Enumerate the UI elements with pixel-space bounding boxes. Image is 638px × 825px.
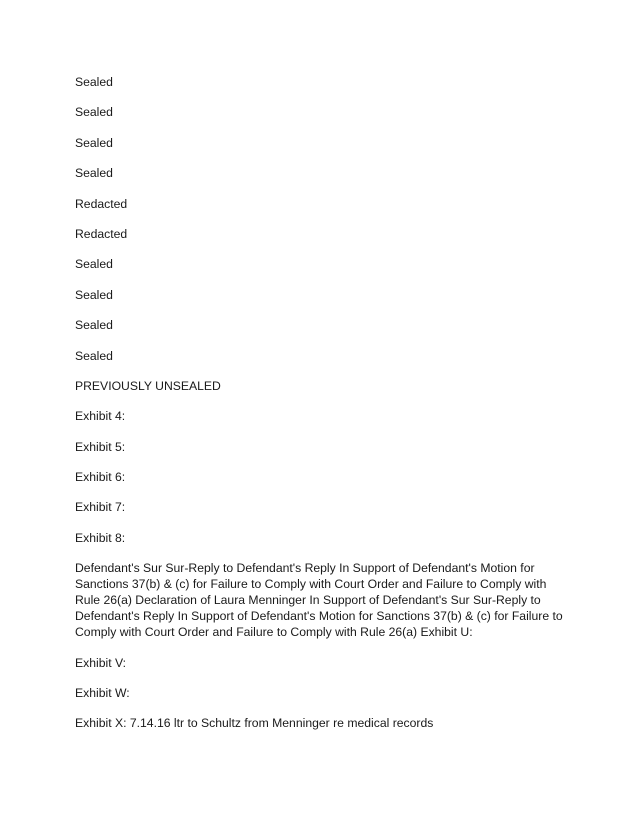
section-heading: PREVIOUSLY UNSEALED — [75, 378, 221, 393]
status-line: Sealed — [75, 318, 113, 333]
exhibit-line: Exhibit 6: — [75, 470, 126, 485]
status-line: Sealed — [75, 257, 113, 272]
exhibit-line: Exhibit W: — [75, 686, 130, 701]
status-line: Sealed — [75, 348, 113, 363]
status-line: Sealed — [75, 287, 113, 302]
status-line: Sealed — [75, 166, 113, 181]
exhibit-line: Exhibit 8: — [75, 530, 126, 545]
status-line: Sealed — [75, 105, 113, 120]
exhibit-line: Exhibit 4: — [75, 409, 126, 424]
exhibit-line: Exhibit 5: — [75, 439, 126, 454]
status-line: Sealed — [75, 75, 113, 89]
filing-description-paragraph: Defendant's Sur Sur-Reply to Defendant's Reply In Support of Defendant's Motion for Sanctions 37(b) & (c) for Failure to Comply with Court Order and Failure to Comply with Rule 26(a) Declaration of Laura Menninger In Support of Defendant's Sur Sur-Reply to Defendant's Reply In Support of Defendant's Motion for Sanctions 37(b) & (c) for Failure to Comply with Court Order and Failure to Comply with Rule 26(a) Exhibit U: — [75, 561, 563, 640]
status-line: Sealed — [75, 135, 113, 150]
document-body — [75, 74, 570, 746]
exhibit-line: Exhibit 7: — [75, 500, 126, 515]
status-line: Redacted — [75, 196, 128, 211]
exhibit-line: Exhibit X: 7.14.16 ltr to Schultz from Menninger re medical records — [75, 716, 434, 731]
exhibit-line: Exhibit V: — [75, 655, 127, 670]
status-line: Redacted — [75, 226, 128, 241]
